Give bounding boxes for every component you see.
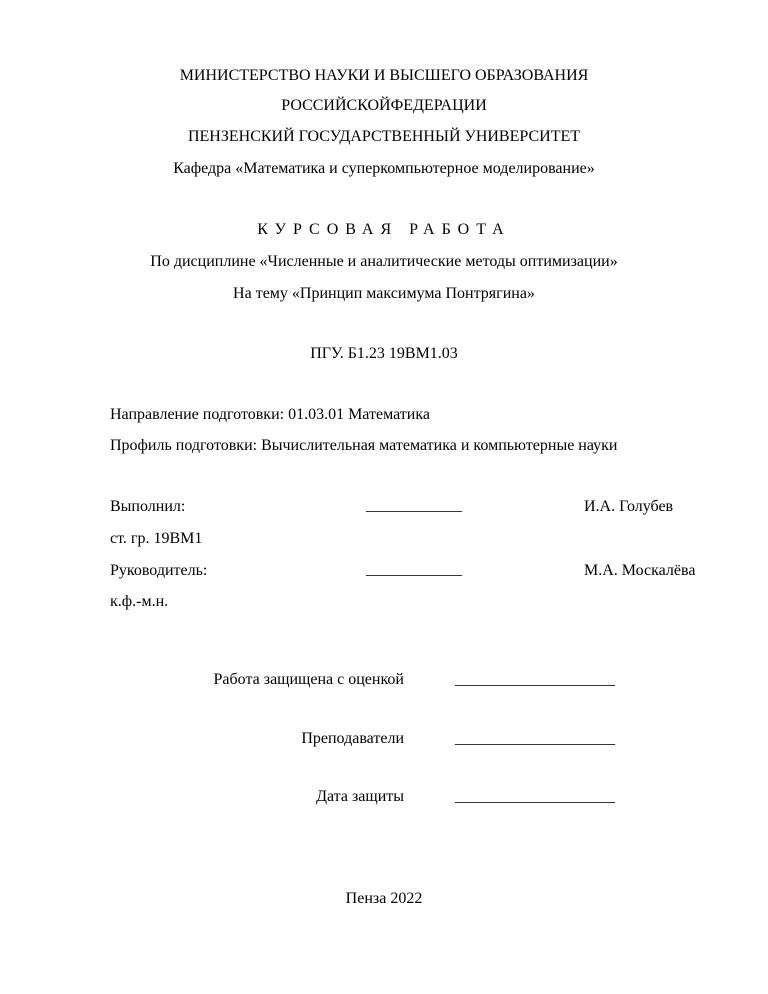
group-label: ст. гр. 19ВМ1 xyxy=(110,530,203,547)
defense-date-line: ____________________ xyxy=(455,788,615,805)
supervisor-label: Руководитель: xyxy=(110,562,208,579)
work-type-title: КУРСОВАЯ РАБОТА xyxy=(257,221,511,238)
performer-signature-line: ____________ xyxy=(366,497,462,514)
ministry-line-1: МИНИСТЕРСТВО НАУКИ И ВЫСШЕГО ОБРАЗОВАНИЯ xyxy=(179,67,589,84)
supervisor-degree: к.ф.-м.н. xyxy=(110,593,169,610)
department-name: Кафедра «Математика и суперкомпьютерное моделирование» xyxy=(173,160,595,177)
performer-name: И.А. Голубев xyxy=(584,498,674,515)
ministry-line-2: РОССИЙСКОЙФЕДЕРАЦИИ xyxy=(281,97,487,114)
supervisor-name: М.А. Москалёва xyxy=(584,562,696,579)
profile-line: Профиль подготовки: Вычислительная математика и компьютерные науки xyxy=(110,437,618,454)
teachers-line: ____________________ xyxy=(455,730,615,747)
grade-label: Работа защищена с оценкой xyxy=(213,671,404,688)
discipline-line: По дисциплине «Численные и аналитические методы оптимизации» xyxy=(150,253,618,270)
topic-line: На тему «Принцип максимума Понтрягина» xyxy=(233,285,535,302)
city-year: Пенза 2022 xyxy=(345,890,423,907)
grade-line: ____________________ xyxy=(455,671,615,688)
university-name: ПЕНЗЕНСКИЙ ГОСУДАРСТВЕННЫЙ УНИВЕРСИТЕТ xyxy=(187,128,581,145)
performer-label: Выполнил: xyxy=(110,498,186,515)
supervisor-signature-line: ____________ xyxy=(366,561,462,578)
teachers-label: Преподаватели xyxy=(301,730,404,747)
direction-line: Направление подготовки: 01.03.01 Математика xyxy=(110,406,430,423)
document-code: ПГУ. Б1.23 19ВМ1.03 xyxy=(310,345,458,362)
defense-date-label: Дата защиты xyxy=(316,788,404,805)
